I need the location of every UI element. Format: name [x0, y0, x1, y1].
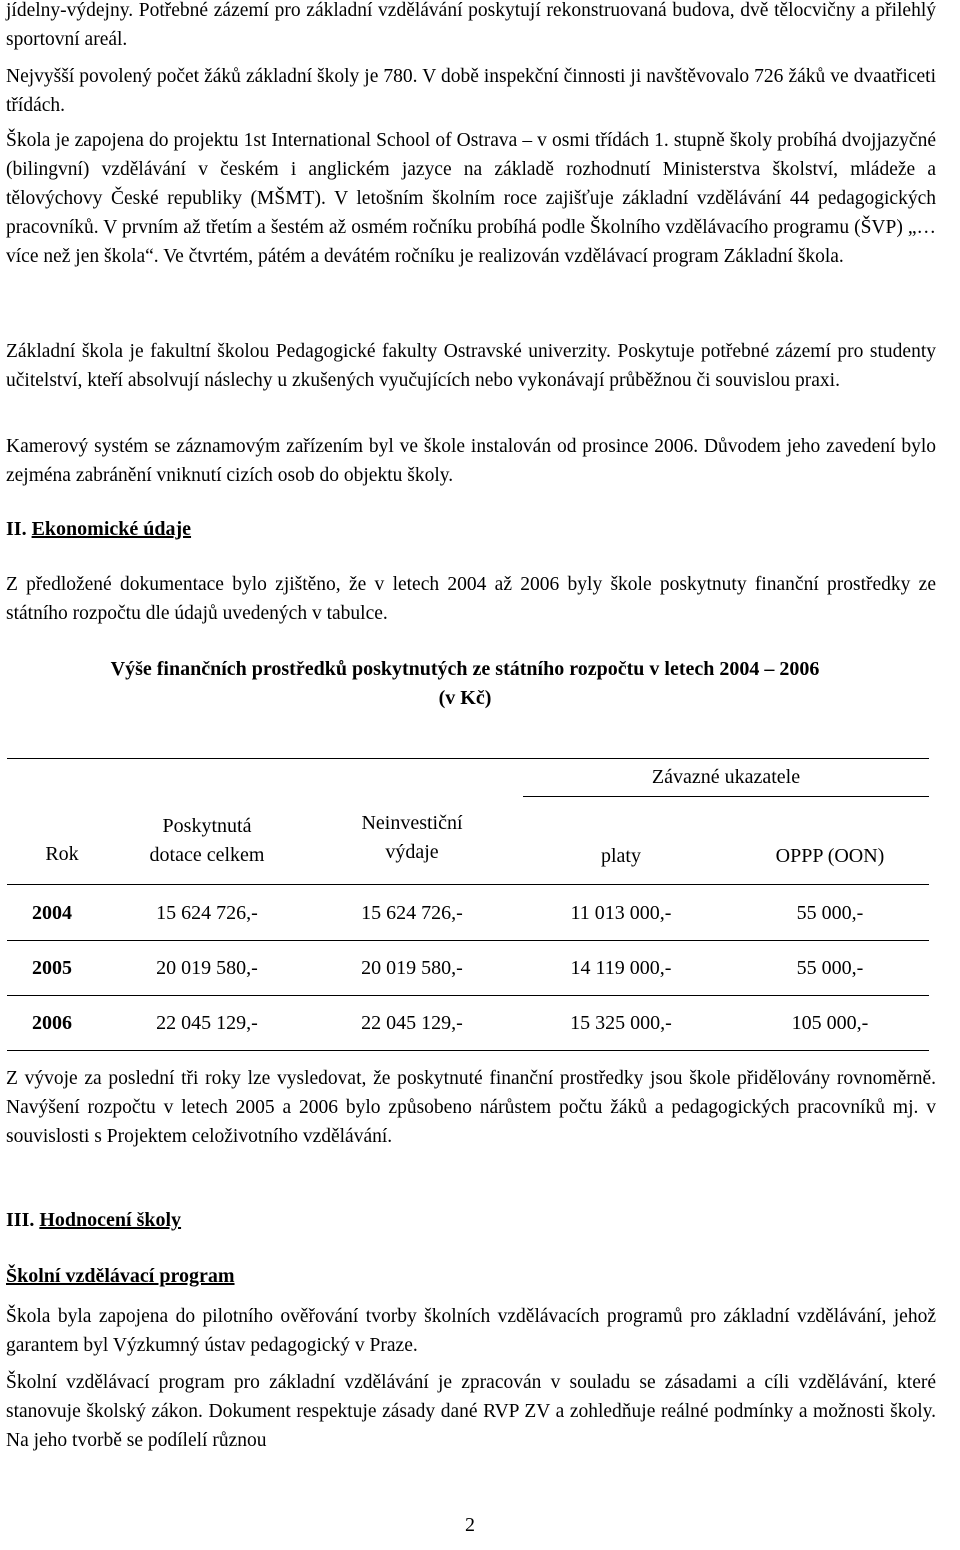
table-cell-salaries: 15 325 000,- — [570, 1012, 672, 1034]
paragraph-premises: jídelny-výdejny. Potřebné zázemí pro základní vzdělávání poskytují rekonstruovaná budova, dvě tělocvičny a přilehlý sportovní areál. — [6, 0, 936, 50]
header-salaries: platy — [601, 845, 641, 867]
table-cell-subsidy: 22 045 129,- — [156, 1012, 258, 1034]
table-cell-year: 2004 — [32, 902, 72, 924]
table-border-top — [7, 758, 929, 759]
header-year: Rok — [45, 843, 79, 865]
table-cell-subsidy: 20 019 580,- — [156, 957, 258, 979]
table-cell-salaries: 11 013 000,- — [570, 902, 672, 924]
paragraph-pupil-count: Nejvyšší povolený počet žáků základní školy je 780. V době inspekční činnosti ji navštěvovalo 726 žáků ve dvaatřiceti třídách. — [6, 66, 936, 116]
table-title-unit: (v Kč) — [438, 687, 492, 709]
header-non-investment-line-2: výdaje — [385, 841, 439, 863]
heading-school-program: Školní vzdělávací program — [6, 1265, 235, 1287]
table-cell-year: 2005 — [32, 957, 72, 979]
table-cell-non-investment: 15 624 726,- — [361, 902, 463, 924]
paragraph-faculty-school: Základní škola je fakultní školou Pedagogické fakulty Ostravské univerzity. Poskytuje potřebné zázemí pro studenty učitelství, kteří absolvují náslechy u zkušených vyučujících nebo vykonávají průběžnou či souvislou praxi. — [6, 341, 936, 391]
heading-evaluation — [6, 1206, 181, 1235]
table-border-row-3 — [7, 1050, 929, 1051]
heading-economic-text: Ekonomické údaje — [31, 518, 192, 540]
table-cell-subsidy: 15 624 726,- — [156, 902, 258, 924]
header-subsidy-line-1: Poskytnutá — [162, 815, 252, 837]
page-number: 2 — [465, 1514, 475, 1536]
table-cell-salaries: 14 119 000,- — [570, 957, 672, 979]
heading-economic-number: II. — [6, 518, 27, 540]
paragraph-international-school: Škola je zapojena do projektu 1st International School of Ostrava – v osmi třídách 1. stupně školy probíhá dvojjazyčné (bilingvní) vzdělávání v českém i anglickém jazyce na základě rozhodnutí Ministerstva školství, mládeže a tělovýchovy České republiky (MŠMT). V letošním školním roce zajišťuje základní vzdělávání 44 pedagogických pracovníků. V prvním až třetím a šestém až osmém ročníku probíhá podle Školního vzdělávacího programu (ŠVP) „… více než jen škola“. Ve čtvrtém, pátém a devátém ročníku je realizován vzdělávací program Základní škola. — [6, 130, 936, 267]
heading-evaluation-number: III. — [6, 1209, 35, 1231]
table-cell-non-investment: 22 045 129,- — [361, 1012, 463, 1034]
table-cell-oppp: 55 000,- — [796, 957, 864, 979]
table-title: Výše finančních prostředků poskytnutých ze státního rozpočtu v letech 2004 – 2006 — [110, 658, 820, 680]
paragraph-pilot: Škola byla zapojena do pilotního ověřování tvorby školních vzdělávacích programů pro základní vzdělávání, jehož garantem byl Výzkumný ústav pedagogický v Praze. — [6, 1306, 936, 1356]
table-border-indicators — [523, 796, 929, 797]
table-cell-oppp: 55 000,- — [796, 902, 864, 924]
table-border-row-1 — [7, 940, 929, 941]
table-cell-oppp: 105 000,- — [791, 1012, 869, 1034]
header-oppp: OPPP (OON) — [775, 845, 885, 867]
paragraph-documentation: Z předložené dokumentace bylo zjištěno, že v letech 2004 až 2006 byly škole poskytnuty finanční prostředky ze státního rozpočtu dle údajů uvedených v tabulce. — [6, 574, 936, 624]
table-border-header — [7, 884, 929, 885]
paragraph-camera-system: Kamerový systém se záznamovým zařízením byl ve škole instalován od prosince 2006. Důvodem jeho zavedení bylo zejména zabránění vniknutí cizích osob do objektu školy. — [6, 436, 936, 486]
paragraph-school-program: Školní vzdělávací program pro základní vzdělávání je zpracován v souladu se zásadami a cíli vzdělávání, které stanovuje školský zákon. Dokument respektuje zásady dané RVP ZV a zohledňuje reálné podmínky a možnosti školy. Na jeho tvorbě se podílelí různou — [6, 1372, 936, 1451]
heading-evaluation-text: Hodnocení školy — [39, 1209, 182, 1231]
paragraph-development: Z vývoje za poslední tři roky lze vysledovat, že poskytnuté finanční prostředky jsou škole přidělovány rovnoměrně. Navýšení rozpočtu v letech 2005 a 2006 bylo způsobeno nárůstem počtu žáků a pedagogických pracovníků mj. v souvislosti s Projektem celoživotního vzdělávání. — [6, 1068, 936, 1147]
header-non-investment-line-1: Neinvestiční — [361, 812, 463, 834]
header-binding-indicators: Závazné ukazatele — [651, 766, 801, 788]
table-cell-year: 2006 — [32, 1012, 72, 1034]
table-border-row-2 — [7, 995, 929, 996]
heading-economic — [6, 515, 191, 544]
header-subsidy-line-2: dotace celkem — [149, 844, 265, 866]
table-cell-non-investment: 20 019 580,- — [361, 957, 463, 979]
